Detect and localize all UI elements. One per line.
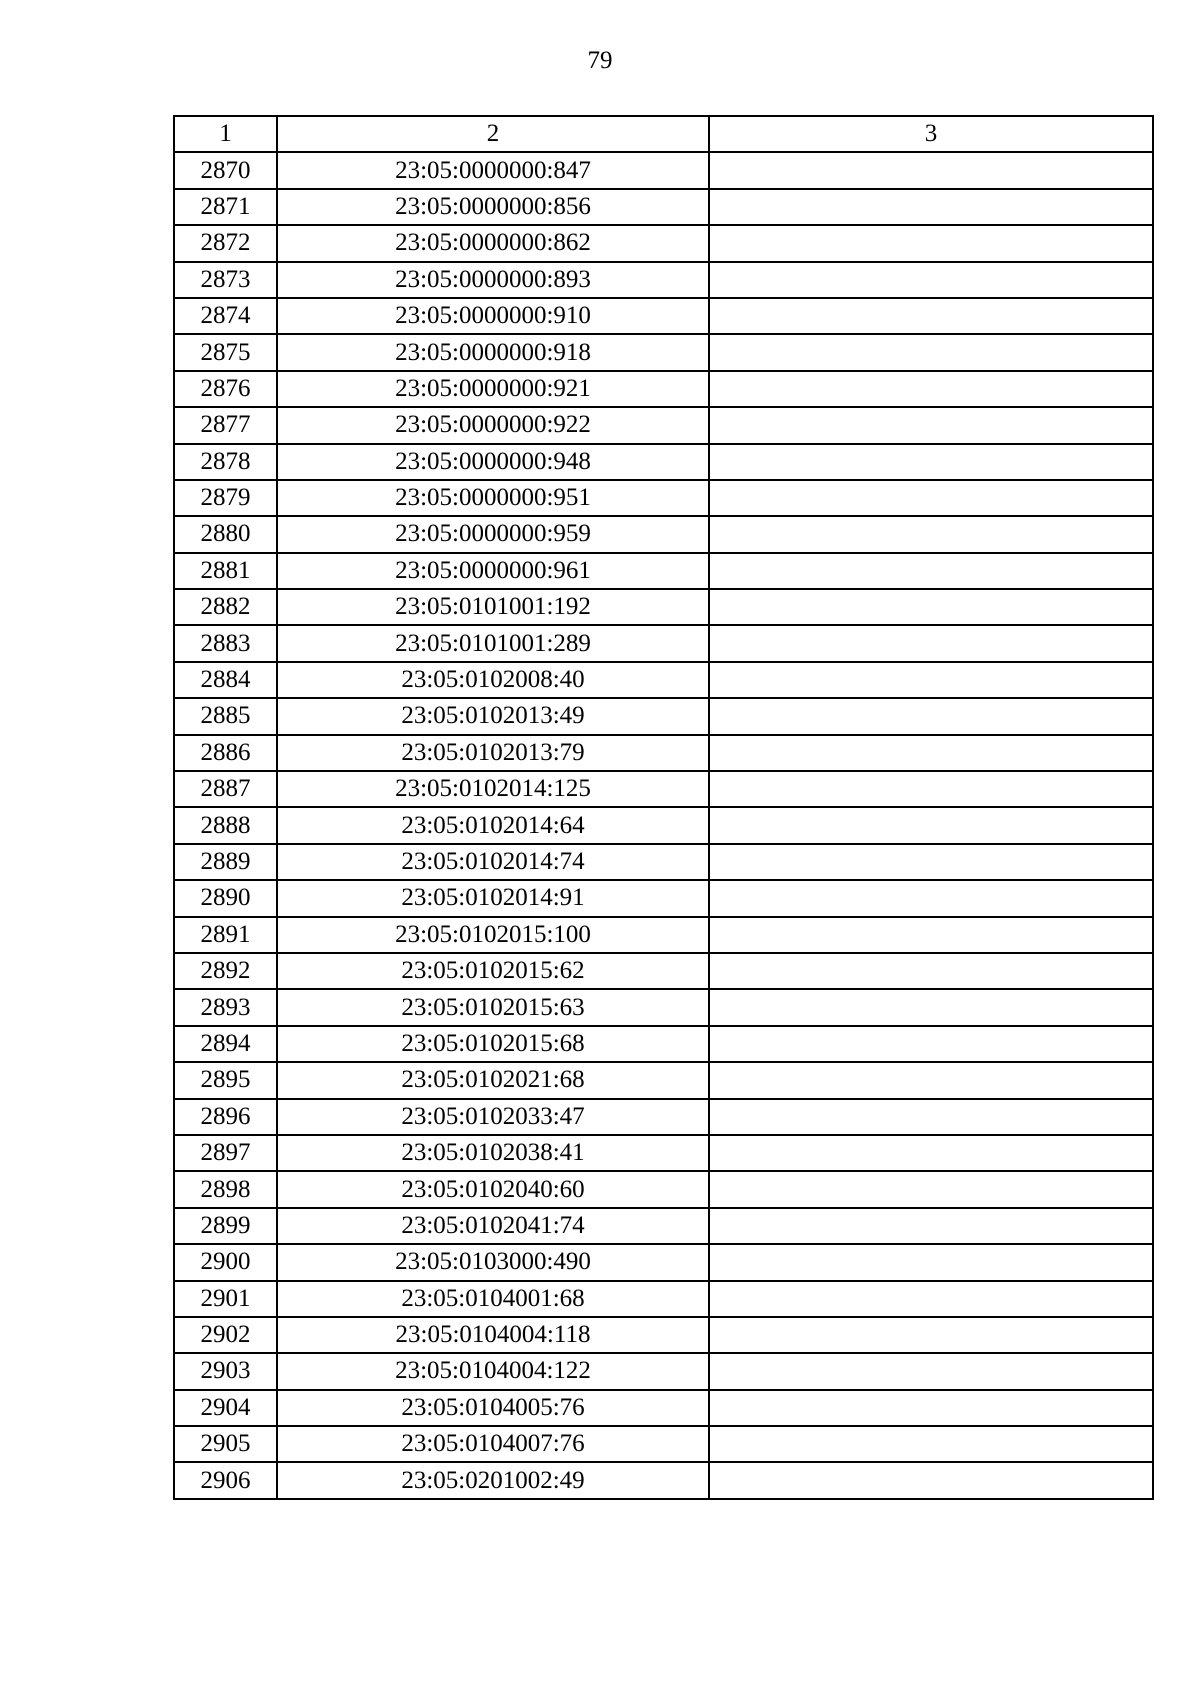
table-cell-col-2: 23:05:0102015:63 (277, 989, 709, 1025)
table-cell-col-1: 2872 (174, 225, 277, 261)
table-cell-col-3 (709, 880, 1153, 916)
table-cell-col-3 (709, 662, 1153, 698)
table-cell-col-1: 2877 (174, 407, 277, 443)
table-cell-col-1: 2890 (174, 880, 277, 916)
table-cell-col-1: 2892 (174, 953, 277, 989)
table-row (174, 844, 1153, 880)
table-cell-col-3 (709, 1099, 1153, 1135)
table-cell-col-1: 2880 (174, 516, 277, 552)
table-cell-col-3 (709, 1171, 1153, 1207)
table-row (174, 480, 1153, 516)
table-cell-col-1: 2870 (174, 152, 277, 188)
table-cell-col-2: 23:05:0102033:47 (277, 1099, 709, 1135)
table-cell-col-1: 2883 (174, 625, 277, 661)
table-cell-col-3 (709, 625, 1153, 661)
table-cell-col-3 (709, 1353, 1153, 1389)
table-cell-col-2: 23:05:0101001:192 (277, 589, 709, 625)
table-row (174, 189, 1153, 225)
table-cell-col-2: 23:05:0000000:951 (277, 480, 709, 516)
table-row (174, 1099, 1153, 1135)
table-row (174, 298, 1153, 334)
table-cell-col-2: 23:05:0104005:76 (277, 1390, 709, 1426)
table-cell-col-1: 2885 (174, 698, 277, 734)
table-cell-col-2: 23:05:0000000:921 (277, 371, 709, 407)
table-cell-col-2: 23:05:0102014:125 (277, 771, 709, 807)
table-cell-col-3 (709, 262, 1153, 298)
table-row (174, 735, 1153, 771)
table-cell-col-1: 2874 (174, 298, 277, 334)
table-cell-col-3 (709, 589, 1153, 625)
table-cell-col-3 (709, 334, 1153, 370)
table-row (174, 880, 1153, 916)
table-row (174, 625, 1153, 661)
table-cell-col-1: 2898 (174, 1171, 277, 1207)
table-cell-col-3 (709, 771, 1153, 807)
table-cell-col-3 (709, 152, 1153, 188)
table-row (174, 225, 1153, 261)
table-cell-col-3 (709, 225, 1153, 261)
table-cell-col-1: 2895 (174, 1062, 277, 1098)
column-header-2: 2 (277, 116, 709, 152)
table-cell-col-2: 23:05:0102014:74 (277, 844, 709, 880)
table-cell-col-2: 23:05:0102013:49 (277, 698, 709, 734)
table-cell-col-3 (709, 553, 1153, 589)
table-cell-col-2: 23:05:0201002:49 (277, 1462, 709, 1498)
table-row (174, 334, 1153, 370)
table-cell-col-2: 23:05:0000000:959 (277, 516, 709, 552)
table-cell-col-3 (709, 480, 1153, 516)
table-cell-col-3 (709, 516, 1153, 552)
table-row (174, 1317, 1153, 1353)
table-cell-col-1: 2879 (174, 480, 277, 516)
table-cell-col-2: 23:05:0000000:918 (277, 334, 709, 370)
table-cell-col-1: 2893 (174, 989, 277, 1025)
table-row (174, 1244, 1153, 1280)
data-table (173, 115, 1154, 1500)
table-cell-col-1: 2886 (174, 735, 277, 771)
table-cell-col-1: 2871 (174, 189, 277, 225)
table-cell-col-2: 23:05:0102014:91 (277, 880, 709, 916)
table-row (174, 553, 1153, 589)
table-cell-col-2: 23:05:0102041:74 (277, 1208, 709, 1244)
table-cell-col-1: 2875 (174, 334, 277, 370)
table-row (174, 371, 1153, 407)
table-cell-col-2: 23:05:0102015:100 (277, 917, 709, 953)
table-cell-col-3 (709, 1208, 1153, 1244)
table-row (174, 1390, 1153, 1426)
table-row (174, 152, 1153, 188)
table-cell-col-2: 23:05:0104004:118 (277, 1317, 709, 1353)
table-cell-col-3 (709, 444, 1153, 480)
table-row (174, 1135, 1153, 1171)
table-cell-col-2: 23:05:0102013:79 (277, 735, 709, 771)
table-row (174, 516, 1153, 552)
table-row (174, 1353, 1153, 1389)
table-cell-col-1: 2884 (174, 662, 277, 698)
table-cell-col-3 (709, 298, 1153, 334)
table-cell-col-2: 23:05:0102021:68 (277, 1062, 709, 1098)
table-cell-col-2: 23:05:0102008:40 (277, 662, 709, 698)
table-row (174, 407, 1153, 443)
table-cell-col-3 (709, 698, 1153, 734)
table-cell-col-3 (709, 989, 1153, 1025)
table-cell-col-3 (709, 807, 1153, 843)
table-cell-col-1: 2901 (174, 1281, 277, 1317)
table-cell-col-1: 2881 (174, 553, 277, 589)
table-cell-col-2: 23:05:0000000:922 (277, 407, 709, 443)
table-row (174, 1426, 1153, 1462)
table-cell-col-3 (709, 844, 1153, 880)
table-cell-col-1: 2878 (174, 444, 277, 480)
table-cell-col-3 (709, 189, 1153, 225)
table-cell-col-3 (709, 1135, 1153, 1171)
table-cell-col-1: 2887 (174, 771, 277, 807)
table-cell-col-1: 2894 (174, 1026, 277, 1062)
table-row (174, 1171, 1153, 1207)
column-header-3: 3 (709, 116, 1153, 152)
table-cell-col-3 (709, 1390, 1153, 1426)
table-cell-col-3 (709, 1317, 1153, 1353)
table-row (174, 1026, 1153, 1062)
table-row (174, 1281, 1153, 1317)
table-cell-col-1: 2897 (174, 1135, 277, 1171)
table-cell-col-2: 23:05:0000000:856 (277, 189, 709, 225)
table-cell-col-1: 2888 (174, 807, 277, 843)
table-cell-col-3 (709, 1426, 1153, 1462)
table-cell-col-3 (709, 1244, 1153, 1280)
table-cell-col-1: 2904 (174, 1390, 277, 1426)
table-cell-col-3 (709, 407, 1153, 443)
table-row (174, 989, 1153, 1025)
table-cell-col-2: 23:05:0000000:893 (277, 262, 709, 298)
table-cell-col-3 (709, 371, 1153, 407)
table-row (174, 953, 1153, 989)
table-cell-col-1: 2889 (174, 844, 277, 880)
table-row (174, 662, 1153, 698)
table-row (174, 262, 1153, 298)
table-cell-col-1: 2882 (174, 589, 277, 625)
table-cell-col-3 (709, 953, 1153, 989)
table-cell-col-1: 2900 (174, 1244, 277, 1280)
table-row (174, 589, 1153, 625)
table-cell-col-3 (709, 1462, 1153, 1498)
table-cell-col-1: 2891 (174, 917, 277, 953)
table-cell-col-3 (709, 917, 1153, 953)
table-row (174, 1208, 1153, 1244)
table-row (174, 771, 1153, 807)
column-header-1: 1 (174, 116, 277, 152)
table-cell-col-3 (709, 1026, 1153, 1062)
table-cell-col-1: 2906 (174, 1462, 277, 1498)
table-cell-col-2: 23:05:0000000:961 (277, 553, 709, 589)
table-cell-col-2: 23:05:0102015:62 (277, 953, 709, 989)
table-cell-col-2: 23:05:0104001:68 (277, 1281, 709, 1317)
table-cell-col-2: 23:05:0104007:76 (277, 1426, 709, 1462)
table-header-row (174, 116, 1153, 152)
table-cell-col-2: 23:05:0104004:122 (277, 1353, 709, 1389)
table-cell-col-2: 23:05:0102014:64 (277, 807, 709, 843)
table-cell-col-3 (709, 735, 1153, 771)
table-cell-col-2: 23:05:0102038:41 (277, 1135, 709, 1171)
table-cell-col-1: 2876 (174, 371, 277, 407)
table-cell-col-1: 2905 (174, 1426, 277, 1462)
table-cell-col-2: 23:05:0101001:289 (277, 625, 709, 661)
table-body (174, 152, 1153, 1498)
table-cell-col-1: 2903 (174, 1353, 277, 1389)
table-cell-col-2: 23:05:0000000:862 (277, 225, 709, 261)
page-number: 79 (587, 47, 613, 74)
table-cell-col-2: 23:05:0000000:948 (277, 444, 709, 480)
table-row (174, 698, 1153, 734)
table-cell-col-3 (709, 1281, 1153, 1317)
table-cell-col-2: 23:05:0000000:847 (277, 152, 709, 188)
table-cell-col-1: 2899 (174, 1208, 277, 1244)
table-row (174, 1462, 1153, 1498)
table-cell-col-1: 2896 (174, 1099, 277, 1135)
table-cell-col-1: 2902 (174, 1317, 277, 1353)
table-cell-col-2: 23:05:0000000:910 (277, 298, 709, 334)
table-row (174, 807, 1153, 843)
table-cell-col-2: 23:05:0103000:490 (277, 1244, 709, 1280)
table-row (174, 444, 1153, 480)
table-cell-col-1: 2873 (174, 262, 277, 298)
table-row (174, 917, 1153, 953)
table-row (174, 1062, 1153, 1098)
table-cell-col-3 (709, 1062, 1153, 1098)
table-cell-col-2: 23:05:0102015:68 (277, 1026, 709, 1062)
table-cell-col-2: 23:05:0102040:60 (277, 1171, 709, 1207)
